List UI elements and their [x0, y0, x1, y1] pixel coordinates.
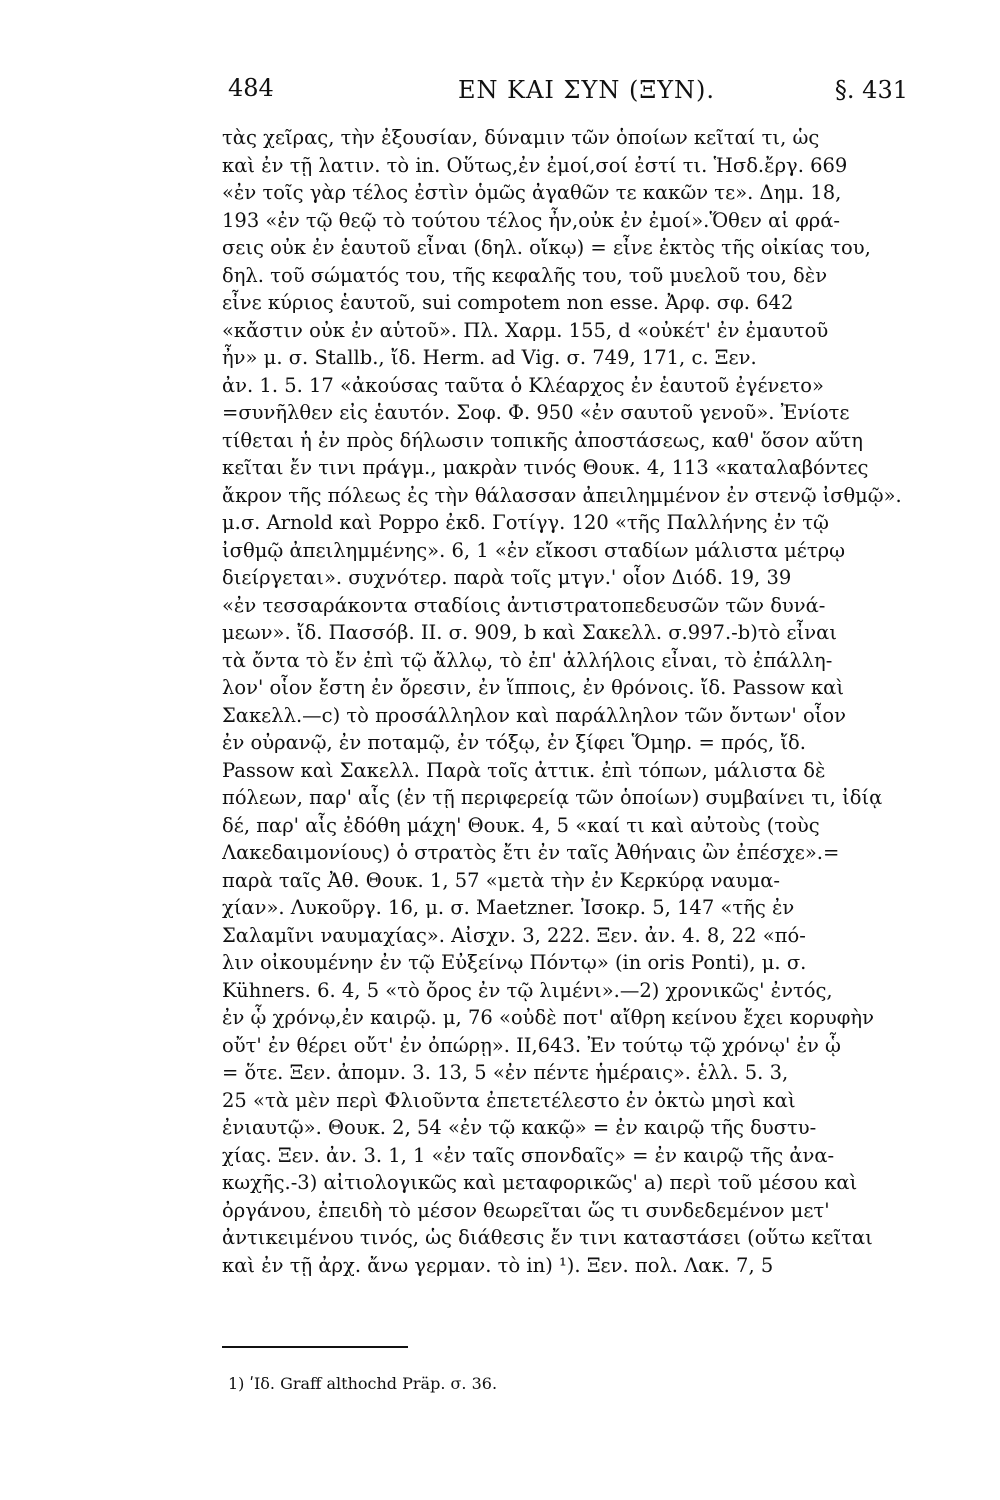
text-line: κωχῆς.-3) αἰτιολογικῶς καὶ μεταφορικῶς' a) περὶ τοῦ μέσου καὶ	[222, 1171, 858, 1194]
text-line: λον' οἷον ἔστη ἐν ὄρεσιν, ἐν ἵπποις, ἐν θρόνοις. ἴδ. Passow καὶ	[222, 676, 844, 699]
text-line: τὰ ὄντα τὸ ἔν ἐπὶ τῷ ἄλλῳ, τὸ ἐπ' ἀλλήλοις εἶναι, τὸ ἐπάλλη-	[222, 648, 833, 672]
text-line: χίαν». Λυκοῦργ. 16, μ. σ. Maetzner. Ἰσοκρ. 5, 147 «τῆς ἐν	[222, 896, 795, 919]
text-line: «κἄστιν οὐκ ἐν αὑτοῦ». Πλ. Χαρμ. 155, d «οὐκέτ' ἐν ἐμαυτοῦ	[222, 318, 829, 342]
running-head: ΕΝ ΚΑΙ ΣΥΝ (ΞΥΝ).	[458, 76, 716, 104]
text-line: κεῖται ἔν τινι πράγμ., μακρὰν τινός Θουκ. 4, 113 «καταλαβόντες	[222, 456, 869, 479]
section-number: §. 431	[834, 76, 908, 104]
page-number: 484	[228, 74, 274, 102]
footnote-rule	[222, 1346, 408, 1348]
text-line: καὶ ἐν τῇ λατιν. τὸ in. Οὕτως,ἐν ἐμοί,σοί ἐστί τι. Ἡσδ.ἔργ. 669	[222, 153, 848, 177]
text-line: ἄκρον τῆς πόλεως ἐς τὴν θάλασσαν ἀπειλημμένον ἐν στενῷ ἰσθμῷ».	[222, 483, 902, 507]
page-header	[228, 74, 908, 114]
text-line: ἐν οὐρανῷ, ἐν ποταμῷ, ἐν τόξῳ, ἐν ξίφει Ὅμηρ. = πρός, ἴδ.	[222, 731, 806, 754]
text-line: 193 «ἐν τῷ θεῷ τὸ τούτου τέλος ἦν,οὐκ ἐν ἐμοί».Ὅθεν αἱ φρά-	[222, 208, 840, 232]
text-line: ἀντικειμένου τινός, ὡς διάθεσις ἔν τινι καταστάσει (οὕτω κεῖται	[222, 1226, 873, 1249]
text-line: ἦν» μ. σ. Stallb., ἴδ. Herm. ad Vig. σ. 749, 171, c. Ξεν.	[222, 346, 757, 369]
text-line: χίας. Ξεν. ἀν. 3. 1, 1 «ἐν ταῖς σπονδαῖς» = ἐν καιρῷ τῆς ἀνα-	[222, 1143, 835, 1167]
text-line: οὔτ' ἐν θέρει οὔτ' ἐν ὀπώρῃ». ΙΙ,643. Ἐν τούτῳ τῷ χρόνῳ' ἐν ᾧ	[222, 1033, 841, 1057]
text-line: μεων». ἴδ. Πασσόβ. ΙΙ. σ. 909, b καὶ Σακελλ. σ.997.-b)τὸ εἶναι	[222, 621, 837, 644]
text-line: ἐν ᾧ χρόνῳ,ἐν καιρῷ. μ, 76 «οὐδὲ ποτ' αἴθρη κείνου ἔχει κορυφὴν	[222, 1006, 874, 1029]
text-line: = ὅτε. Ξεν. ἀπομν. 3. 13, 5 «ἐν πέντε ἡμέραις». ἑλλ. 5. 3,	[222, 1061, 789, 1084]
text-line: Kühners. 6. 4, 5 «τὸ ὄρος ἐν τῷ λιμένι».—2) χρονικῶς' ἐντός,	[222, 978, 833, 1002]
text-line: δηλ. τοῦ σώματός του, τῆς κεφαλῆς του, τοῦ μυελοῦ του, δὲν	[222, 263, 828, 287]
text-line: δέ, παρ' αἷς ἐδόθη μάχη' Θουκ. 4, 5 «καί τι καὶ αὐτοὺς (τοὺς	[222, 813, 820, 837]
body-text	[222, 124, 902, 1279]
text-line: 25 «τὰ μὲν περὶ Φλιοῦντα ἐπετετέλεστο ἐν ὀκτὼ μησὶ καὶ	[222, 1088, 796, 1112]
text-line: «ἐν τεσσαράκοντα σταδίοις ἀντιστρατοπεδευσῶν τῶν δυνά-	[222, 593, 826, 617]
footnote: 1) ʹΙδ. Graff althochd Präp. σ. 36.	[228, 1374, 498, 1393]
text-line: =συνῆλθεν εἰς ἑαυτόν. Σοφ. Φ. 950 «ἐν σαυτοῦ γενοῦ». Ἐνίοτε	[222, 401, 850, 424]
text-line: «ἐν τοῖς γὰρ τέλος ἐστὶν ὁμῶς ἀγαθῶν τε κακῶν τε». Δημ. 18,	[222, 181, 842, 204]
text-line: μ.σ. Arnold καὶ Poppo ἐκδ. Γοτίγγ. 120 «τῆς Παλλήνης ἐν τῷ	[222, 511, 829, 534]
text-line: ἰσθμῷ ἀπειλημμένης». 6, 1 «ἐν εἴκοσι σταδίων μάλιστα μέτρῳ	[222, 538, 846, 562]
text-line: ἀν. 1. 5. 17 «ἀκούσας ταῦτα ὁ Κλέαρχος ἐν ἑαυτοῦ ἐγένετο»	[222, 373, 824, 397]
text-line: λιν οἰκουμένην ἐν τῷ Εὐξείνῳ Πόντῳ» (in oris Ponti), μ. σ.	[222, 951, 807, 974]
text-line: Λακεδαιμονίους) ὁ στρατὸς ἔτι ἐν ταῖς Ἀθήναις ὢν ἐπέσχε».=	[222, 841, 840, 864]
text-line: παρὰ ταῖς Ἀθ. Θουκ. 1, 57 «μετὰ τὴν ἐν Κερκύρᾳ ναυμα-	[222, 868, 780, 892]
text-line: τίθεται ἡ ἐν πρὸς δήλωσιν τοπικῆς ἀποστάσεως, καθ' ὅσον αὕτη	[222, 428, 863, 452]
text-line: τὰς χεῖρας, τὴν ἐξουσίαν, δύναμιν τῶν ὁποίων κεῖταί τι, ὡς	[222, 126, 820, 149]
text-line: ὀργάνου, ἐπειδὴ τὸ μέσον θεωρεῖται ὥς τι συνδεδεμένον μετ'	[222, 1198, 830, 1222]
text-line: καὶ ἐν τῇ ἀρχ. ἄνω γερμαν. τὸ in) ¹). Ξεν. πολ. Λακ. 7, 5	[222, 1253, 774, 1277]
text-line: σεις οὐκ ἐν ἑαυτοῦ εἶναι (δηλ. οἴκῳ) = εἶνε ἐκτὸς τῆς οἰκίας του,	[222, 236, 871, 259]
text-line: διείργεται». συχνότερ. παρὰ τοῖς μτγν.' οἷον Διόδ. 19, 39	[222, 566, 792, 589]
text-line: Σακελλ.—c) τὸ προσάλληλον καὶ παράλληλον τῶν ὄντων' οἷον	[222, 703, 846, 727]
text-line: εἶνε κύριος ἑαυτοῦ, sui compotem non esse. Ἀρφ. σφ. 642	[222, 291, 794, 314]
text-line: ἐνιαυτῷ». Θουκ. 2, 54 «ἐν τῷ κακῷ» = ἐν καιρῷ τῆς δυστυ-	[222, 1116, 817, 1139]
text-line: Σαλαμῖνι ναυμαχίας». Αἰσχν. 3, 222. Ξεν. ἀν. 4. 8, 22 «πό-	[222, 923, 806, 947]
text-line: Passow καὶ Σακελλ. Παρὰ τοῖς ἀττικ. ἐπὶ τόπων, μάλιστα δὲ	[222, 758, 826, 782]
text-line: πόλεων, παρ' αἷς (ἐν τῇ περιφερείᾳ τῶν ὁποίων) συμβαίνει τι, ἰδίᾳ	[222, 786, 883, 809]
